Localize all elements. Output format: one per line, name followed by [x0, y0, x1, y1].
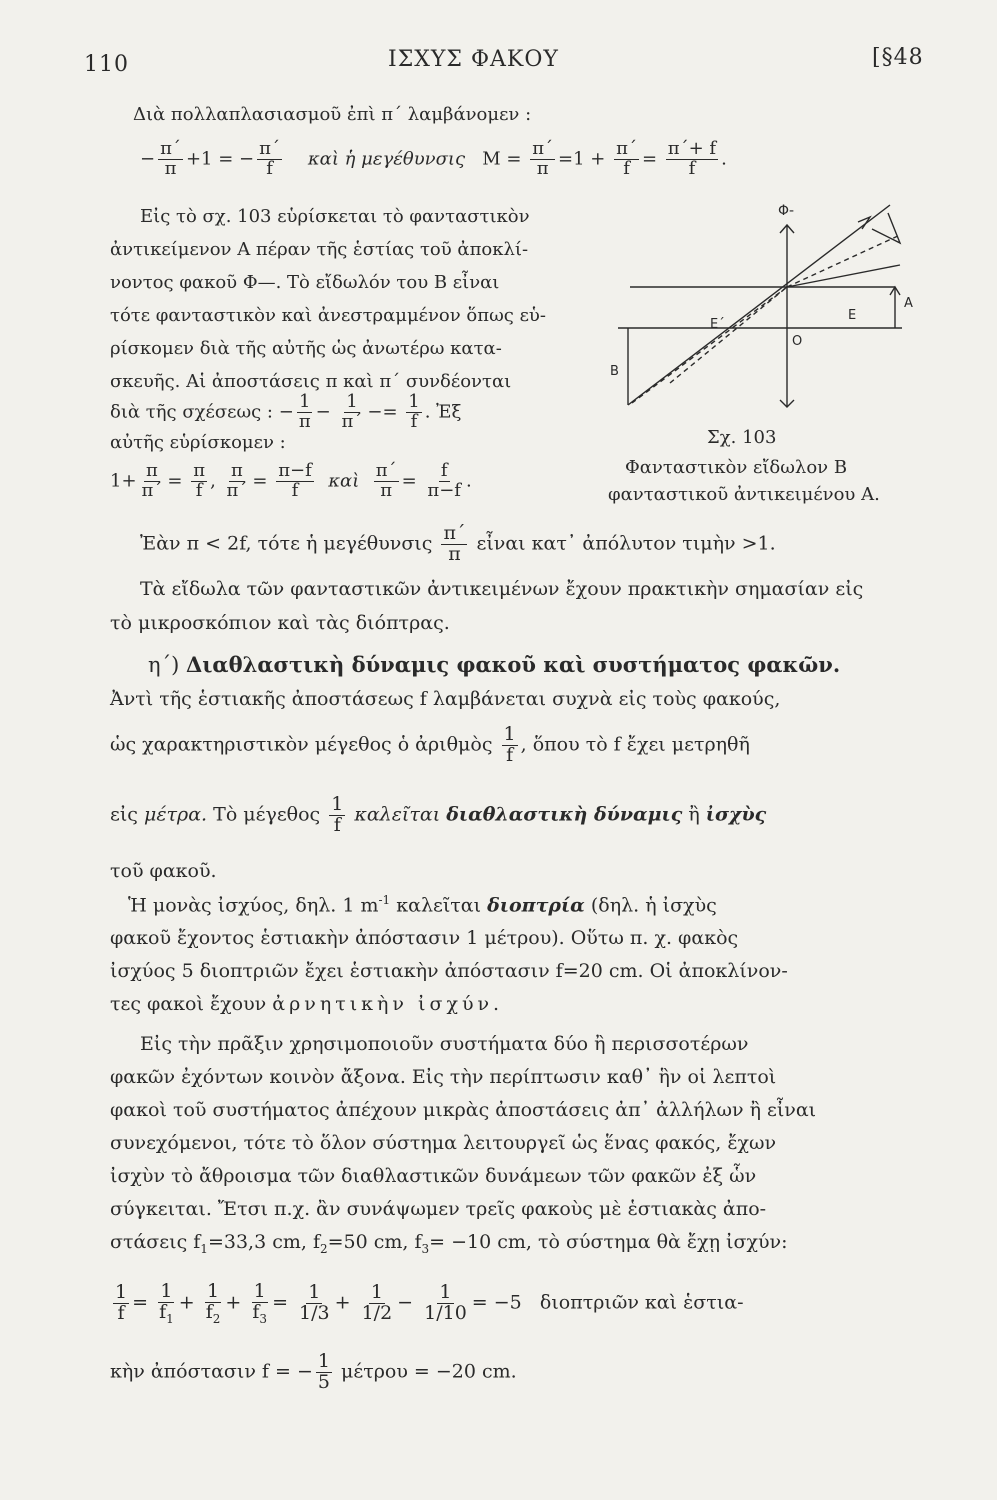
- text-line: Τὰ εἴδωλα τῶν φανταστικῶν ἀντικειμένων ἔχουν πρακτικὴν σημασίαν εἰς: [140, 578, 864, 600]
- fraction: $\frac{\pi΄}{\pi}$: [443, 522, 466, 565]
- text-line: τὸ μικροσκόπιον καὶ τὰς διόπτρας.: [110, 612, 450, 634]
- text-line: ἀντικείμενον Α πέραν τῆς ἑστίας τοῦ ἀποκλί-: [110, 239, 529, 260]
- fraction: $\frac{1}{1/10}$: [424, 1281, 467, 1325]
- figure-103-diagram: [590, 195, 920, 435]
- label-e: E: [848, 308, 857, 323]
- label-b: B: [610, 364, 619, 379]
- text-line: εἰς μέτρα. Τὸ μέγεθος $\frac{1}{f}$ καλεῖται διαθλαστικὴ δύναμις ἢ ἰσχὺς: [110, 793, 767, 836]
- equation-magnification: − $\frac{\pi΄}{\pi}$ +1 = − $\frac{\pi΄}{f}$ καὶ ἡ μεγέθυνσις M = $\frac{\pi΄}{\pi}$ =1 + $\frac{\pi΄}{f}$ = $\frac{\pi΄+ f}{f}$ .: [140, 138, 727, 179]
- lens-label: Φ-: [778, 203, 795, 219]
- fraction: $\frac{1}{f}$: [408, 391, 420, 432]
- text-line: ρίσκομεν διὰ τῆς αὐτῆς ὡς ἀνωτέρω κατα-: [110, 338, 502, 359]
- text-line: Ἀντὶ τῆς ἑστιακῆς ἀποστάσεως f λαμβάνεται συχνὰ εἰς τοὺς φακούς,: [110, 688, 781, 710]
- fraction: $\frac{\pi}{\pi΄}$: [141, 460, 163, 501]
- label-o: O: [792, 334, 803, 349]
- figure-caption-line2: φανταστικοῦ ἀντικειμένου Α.: [608, 484, 880, 505]
- figure-caption-number: Σχ. 103: [707, 427, 777, 448]
- text-line: αὐτῆς εὑρίσκομεν :: [110, 432, 286, 453]
- fraction: $\frac{1}{f}$: [115, 1281, 128, 1325]
- fraction: $\frac{\pi΄}{\pi}$: [160, 138, 181, 179]
- equation-lens-relation: διὰ τῆς σχέσεως : − $\frac{1}{\pi}$ − $\frac{1}{\pi΄}$ −= $\frac{1}{f}$ . Ἐξ: [110, 391, 462, 432]
- text-line: φακοῦ ἔχοντος ἑστιακὴν ἀπόστασιν 1 μέτρου). Οὕτω π. χ. φακὸς: [110, 927, 739, 949]
- fraction: $\frac{f}{\pi-f}$: [427, 460, 461, 501]
- fraction: $\frac{\pi΄+ f}{f}$: [667, 138, 717, 179]
- eye-symbol: [872, 213, 900, 243]
- section-number: [§48: [872, 45, 924, 70]
- fraction: $\frac{1}{1/3}$: [299, 1281, 330, 1325]
- fraction: $\frac{1}{f}$: [503, 723, 516, 766]
- text-line: τότε φανταστικὸν καὶ ἀνεστραμμένον ὅπως εὑ-: [110, 305, 546, 326]
- text-line: φακῶν ἐχόντων κοινὸν ἄξονα. Εἰς τὴν περίπτωσιν καθ᾿ ἣν οἱ λεπτοὶ: [110, 1066, 777, 1088]
- running-title: ΙΣΧΥΣ ΦΑΚΟΥ: [388, 47, 559, 72]
- text-line: Εἰς τὴν πρᾶξιν χρησιμοποιοῦν συστήματα δύο ἢ περισσοτέρων: [140, 1033, 749, 1055]
- text-line: φακοὶ τοῦ συστήματος ἀπέχουν μικρὰς ἀποστάσεις ἀπ᾿ ἀλλήλων ἢ εἶναι: [110, 1099, 817, 1121]
- equation-derivation: 1+ $\frac{\pi}{\pi΄}$ = $\frac{\pi}{f}$ , $\frac{\pi}{\pi΄}$ = $\frac{\pi-f}{f}$ καὶ $\frac{\pi΄}{\pi}$ = $\frac{f}{\pi-f}$ .: [110, 460, 472, 501]
- fraction: $\frac{\pi΄}{f}$: [616, 138, 637, 179]
- section-heading: η΄) Διαθλαστικὴ δύναμις φακοῦ καὶ συστήματος φακῶν.: [148, 652, 841, 677]
- fraction: $\frac{\pi}{\pi΄}$: [226, 460, 248, 501]
- fraction: $\frac{1}{f}$: [331, 793, 344, 836]
- equation-system-power: $\frac{1}{f}$ = $\frac{1}{f_1}$ + $\frac{1}{f_2}$ + $\frac{1}{f_3}$ = $\frac{1}{1/3}$ + $\frac{1}{1/2}$ − $\frac{1}{1/10}$ = −5 διοπτριῶν καὶ ἑστια-: [115, 1280, 744, 1326]
- fraction: $\frac{1}{\pi΄}$: [341, 391, 363, 432]
- text-line: Διὰ πολλαπλασιασμοῦ ἐπὶ π΄ λαμβάνομεν :: [133, 104, 532, 125]
- central-ray: [628, 205, 890, 405]
- fraction: $\frac{1}{f_1}$: [159, 1280, 174, 1326]
- fraction: $\frac{1}{5}$: [317, 1350, 330, 1393]
- text-line: Ἡ μονὰς ἰσχύος, δηλ. 1 $m^{-1}$ καλεῖται διοπτρία (δηλ. ἡ ἰσχὺς: [128, 893, 717, 917]
- text-line: στάσεις $f_1=33,3$ cm, $f_2=50$ cm, $f_3= -10$ cm, τὸ σύστημα θὰ ἔχῃ ἰσχύν:: [110, 1231, 788, 1256]
- fraction: $\frac{\pi-f}{f}$: [278, 460, 312, 501]
- fraction: $\frac{\pi΄}{\pi}$: [375, 460, 397, 501]
- equation-condition: Ἐὰν π < 2f, τότε ἡ μεγέθυνσις $\frac{\pi΄}{\pi}$ εἶναι κατ᾿ ἀπόλυτον τιμὴν >1.: [140, 522, 776, 565]
- label-e-prime: E΄: [710, 317, 725, 332]
- figure-caption-line1: Φανταστικὸν εἴδωλον Β: [625, 457, 848, 478]
- dashed-extension: [632, 287, 787, 403]
- text-line: ἰσχὺν τὸ ἄθροισμα τῶν διαθλαστικῶν δυνάμεων τῶν φακῶν ἐξ ὧν: [110, 1165, 757, 1187]
- fraction: $\frac{1}{1/2}$: [361, 1281, 393, 1325]
- refracted-ray: [787, 265, 900, 287]
- fraction: $\frac{\pi΄}{\pi}$: [532, 138, 554, 179]
- text-line: νοντος φακοῦ Φ—. Τὸ εἴδωλόν του Β εἶναι: [110, 272, 500, 293]
- dashed-ray: [787, 235, 900, 287]
- fraction: $\frac{1}{f_2}$: [205, 1280, 221, 1326]
- fraction: $\frac{1}{\pi}$: [298, 391, 311, 432]
- page-number: 110: [84, 52, 129, 77]
- text-line: ἰσχύος 5 διοπτριῶν ἔχει ἑστιακὴν ἀπόστασιν f=20 cm. Οἱ ἀποκλίνον-: [110, 960, 788, 982]
- fraction: $\frac{1}{f_3}$: [252, 1280, 268, 1326]
- text-line: συνεχόμενοι, τότε τὸ ὅλον σύστημα λειτουργεῖ ὡς ἕνας φακός, ἔχων: [110, 1132, 777, 1154]
- text-line: σύγκειται. Ἔτσι π.χ. ἂν συνάψωμεν τρεῖς φακοὺς μὲ ἑστιακὰς ἀπο-: [110, 1198, 767, 1220]
- text-line: τοῦ φακοῦ.: [110, 860, 217, 882]
- text-line: σκευῆς. Αἱ ἀποστάσεις π καὶ π΄ συνδέονται: [110, 371, 512, 392]
- text-line: ὡς χαρακτηριστικὸν μέγεθος ὁ ἀριθμὸς $\frac{1}{f}$ , ὅπου τὸ f ἔχει μετρηθῆ: [110, 723, 750, 766]
- text-line: κὴν ἀπόστασιν f = − $\frac{1}{5}$ μέτρου = −20 cm.: [110, 1350, 517, 1393]
- label-a: A: [904, 296, 913, 311]
- fraction: $\frac{\pi}{f}$: [193, 460, 206, 501]
- fraction: $\frac{\pi΄}{f}$: [259, 138, 280, 179]
- text-line: Εἰς τὸ σχ. 103 εὑρίσκεται τὸ φανταστικὸν: [140, 206, 530, 227]
- text-line: τες φακοὶ ἔχουν ἀρνητικὴν ἰσχύν.: [110, 993, 504, 1015]
